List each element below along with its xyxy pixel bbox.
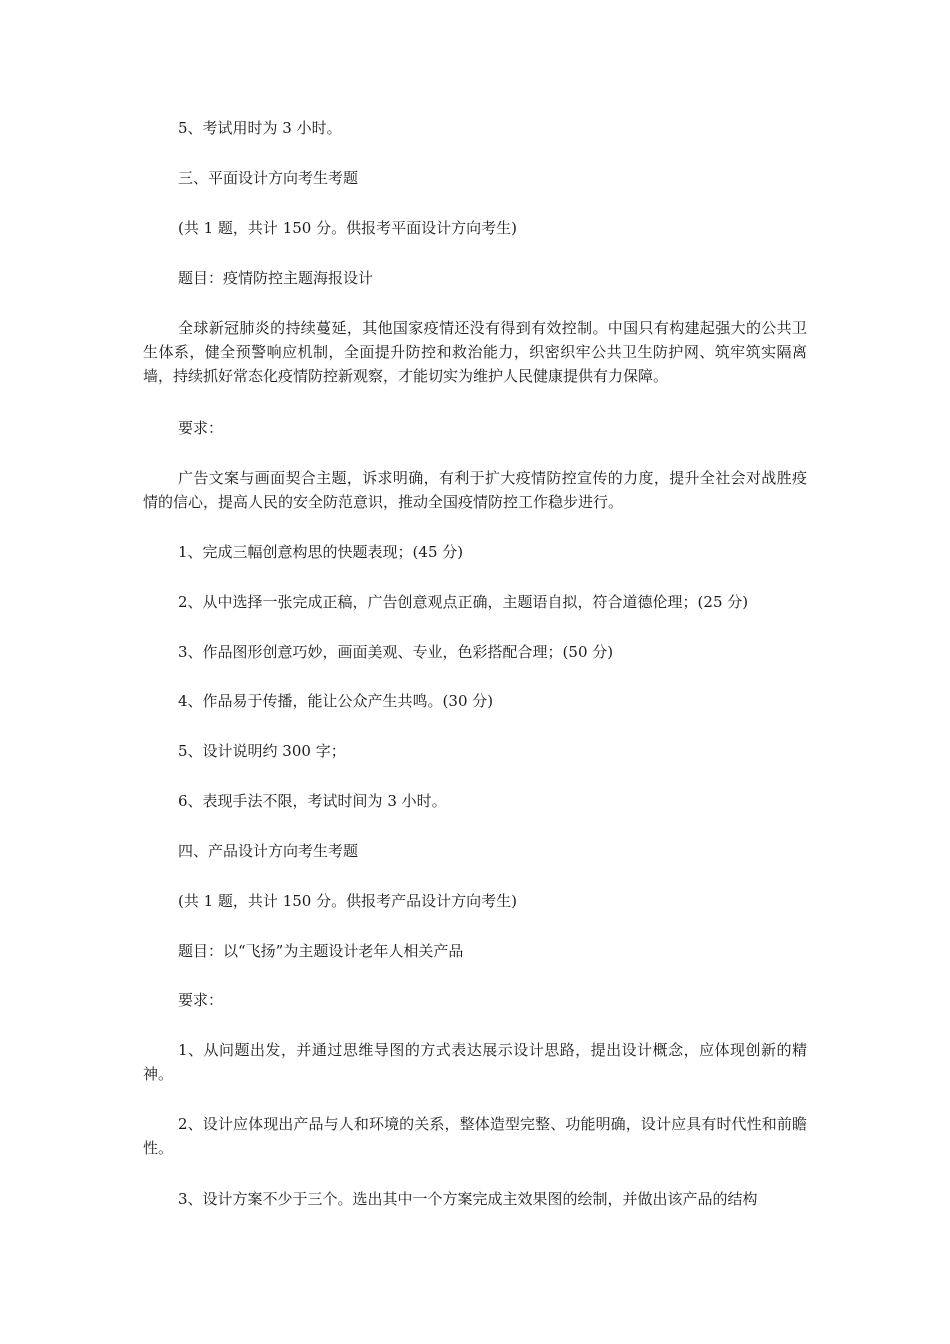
requirement-item-6: 6、表现手法不限，考试时间为 3 小时。	[178, 792, 447, 810]
product-requirement-1: 1、从问题出发，并通过思维导图的方式表达展示设计思路，提出设计概念，应体现创新的精神。	[143, 1041, 807, 1083]
requirement-item-1: 1、完成三幅创意构思的快题表现；(45 分)	[178, 543, 464, 561]
section-note-product-design: (共 1 题，共计 150 分。供报考产品设计方向考生)	[178, 892, 517, 910]
requirement-item-5: 5、设计说明约 300 字；	[178, 742, 346, 760]
topic-product-design: 题目：以“飞扬”为主题设计老年人相关产品	[178, 942, 464, 960]
product-requirement-2: 2、设计应体现出产品与人和环境的关系，整体造型完整、功能明确，设计应具有时代性和前瞻性。	[143, 1115, 807, 1157]
requirement-item-3: 3、作品图形创意巧妙，画面美观、专业，色彩搭配合理；(50 分)	[178, 643, 614, 661]
section-heading-graphic-design: 三、平面设计方向考生考题	[178, 169, 359, 187]
section-note-graphic-design: (共 1 题，共计 150 分。供报考平面设计方向考生)	[178, 219, 517, 237]
requirement-item-2: 2、从中选择一张完成正稿，广告创意观点正确，主题语自拟，符合道德伦理；(25 分)	[178, 593, 749, 611]
topic-graphic-design: 题目：疫情防控主题海报设计	[178, 269, 374, 287]
requirements-label-2: 要求：	[178, 991, 224, 1009]
section-heading-product-design: 四、产品设计方向考生考题	[178, 842, 359, 860]
exam-duration-line: 5、考试用时为 3 小时。	[178, 119, 342, 137]
requirement-item-4: 4、作品易于传播，能让公众产生共鸣。(30 分)	[178, 692, 494, 710]
requirements-intro-paragraph: 广告文案与画面契合主题，诉求明确，有利于扩大疫情防控宣传的力度，提升全社会对战胜疫情的信心，提高人民的安全防范意识，推动全国疫情防控工作稳步进行。	[143, 469, 807, 511]
requirements-label: 要求：	[178, 419, 224, 437]
background-paragraph: 全球新冠肺炎的持续蔓延，其他国家疫情还没有得到有效控制。中国只有构建起强大的公共卫生体系，健全预警响应机制，全面提升防控和救治能力，织密织牢公共卫生防护网、筑牢筑实隔离墙，持续抓好常态化疫情防控新观察，才能切实为维护人民健康提供有力保障。	[143, 319, 807, 385]
product-requirement-3: 3、设计方案不少于三个。选出其中一个方案完成主效果图的绘制，并做出该产品的结构	[178, 1190, 758, 1208]
